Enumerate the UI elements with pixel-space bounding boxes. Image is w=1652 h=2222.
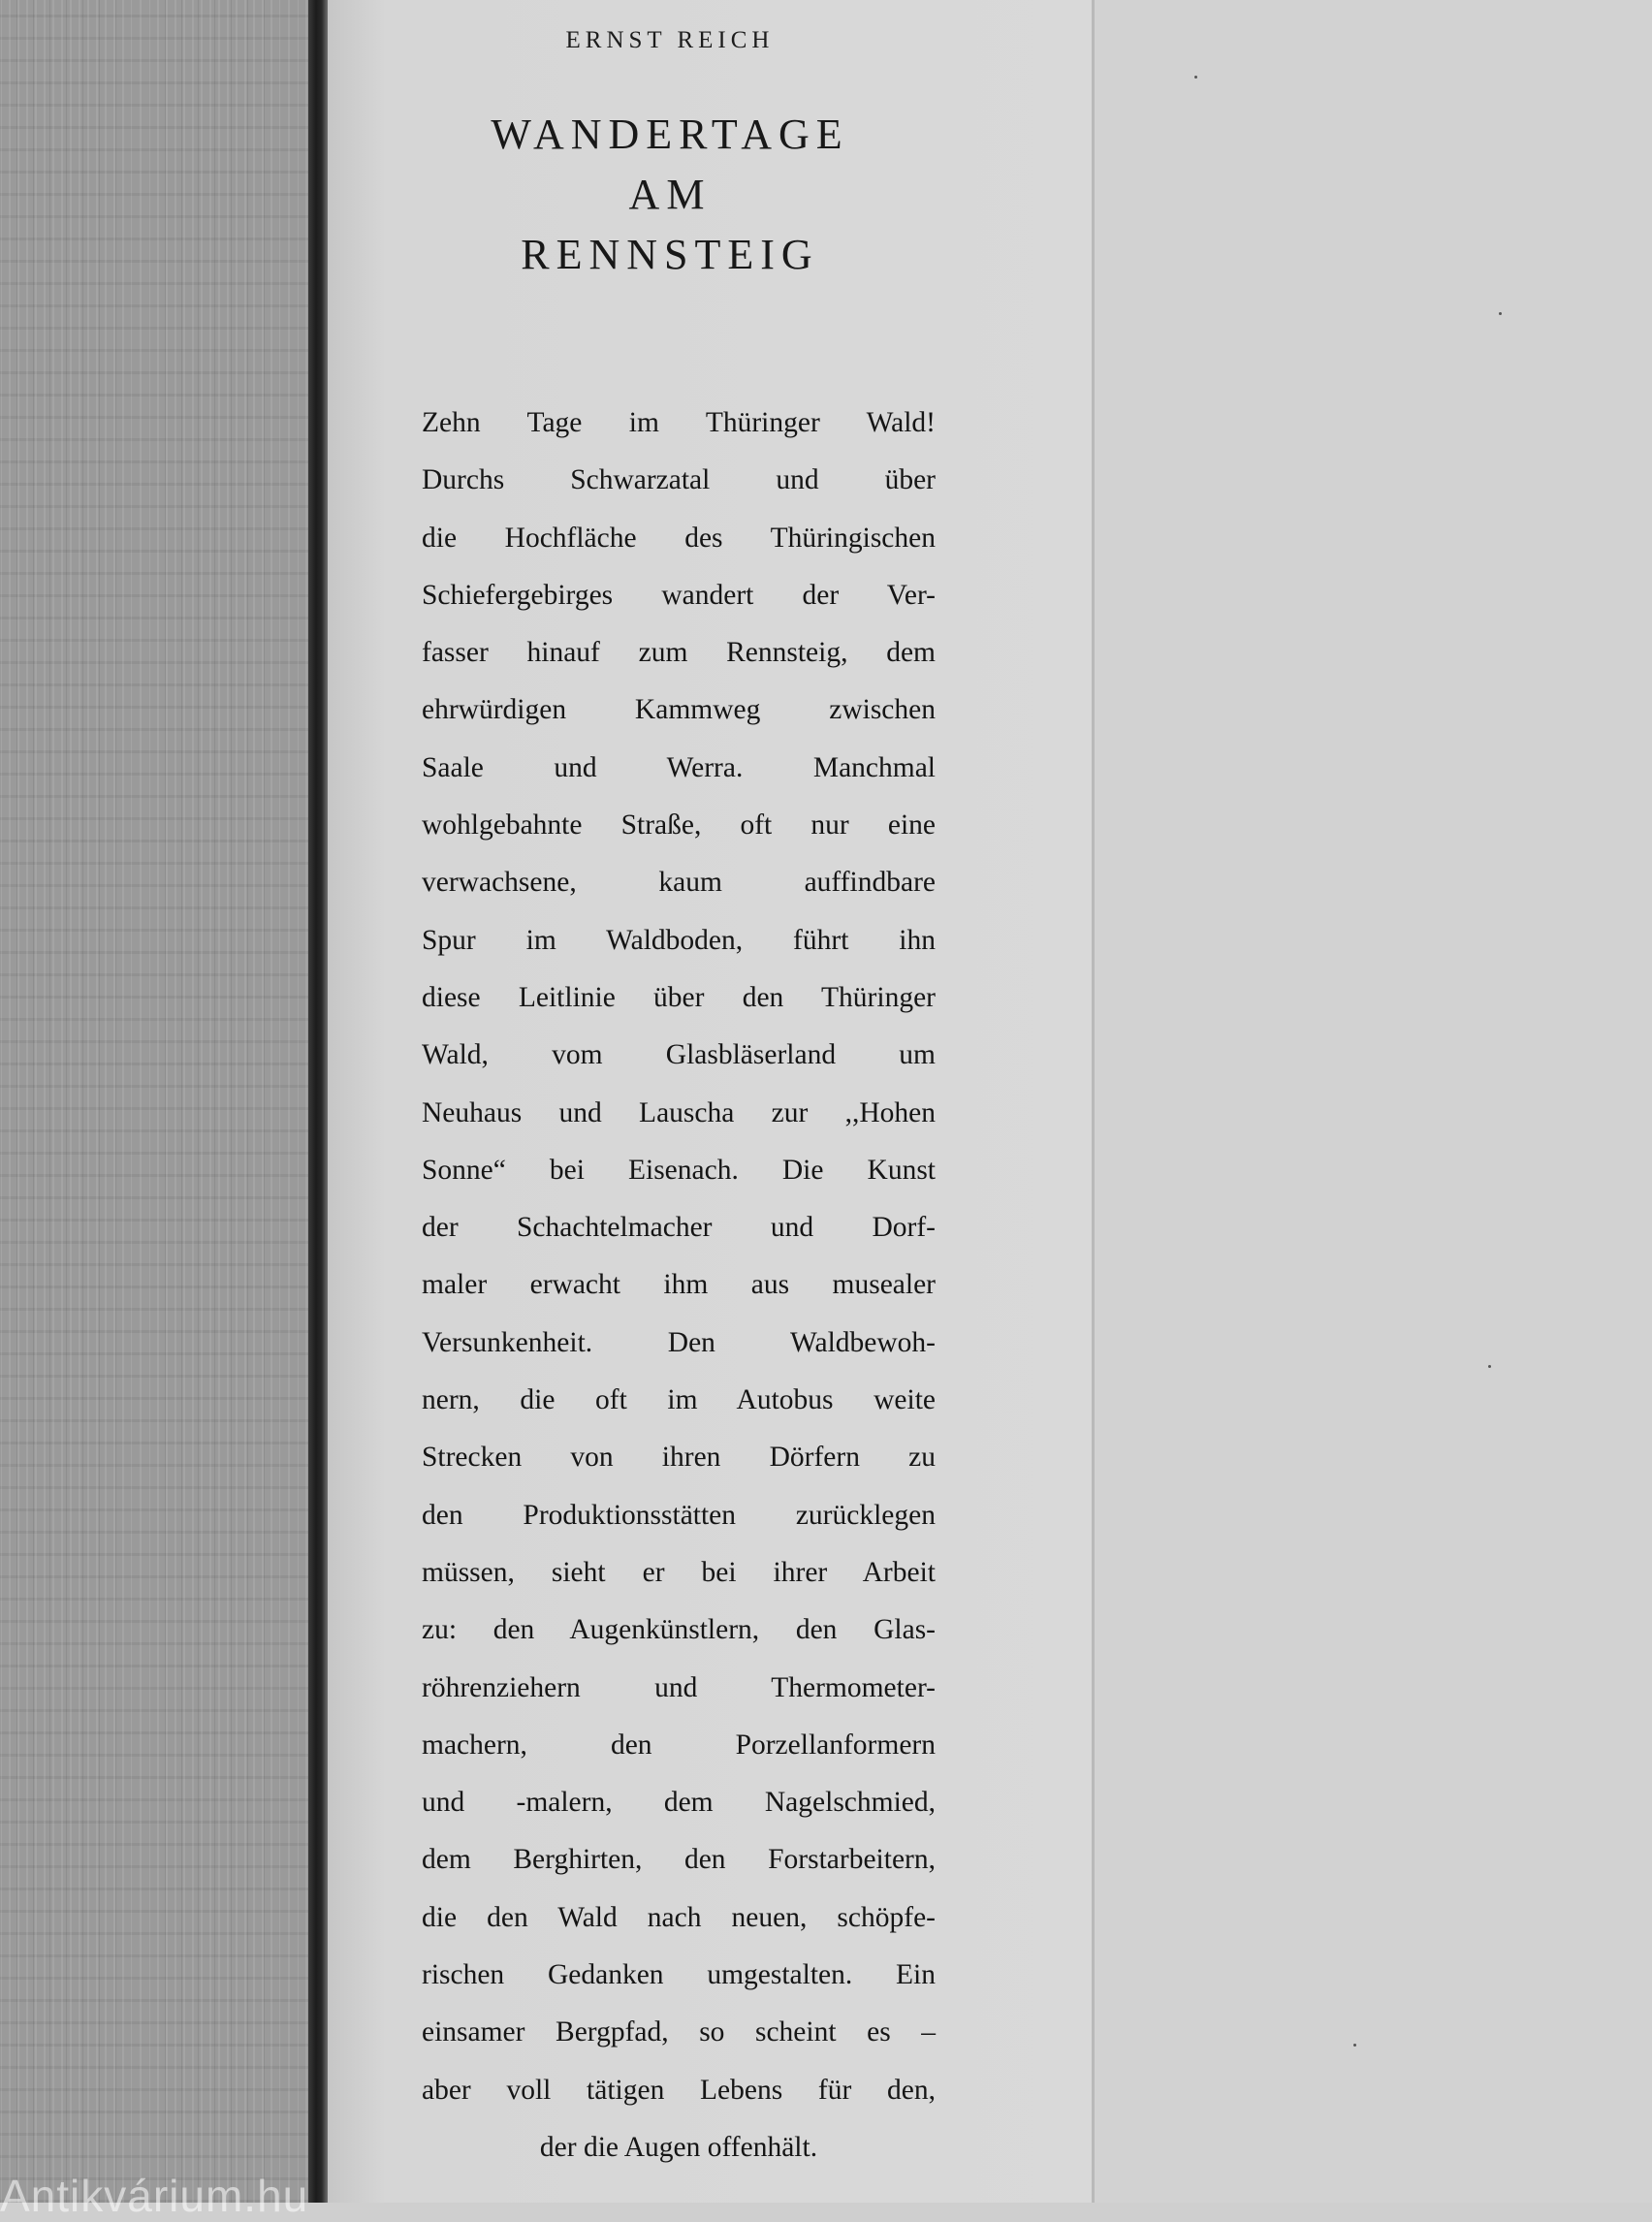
title-line: RENNSTEIG: [521, 231, 819, 278]
blank-page: [1095, 0, 1652, 2203]
blurb-line: Versunkenheit. Den Waldbewoh-: [422, 1326, 936, 1358]
spine-shadow: [308, 0, 328, 2203]
blurb-line: und -malern, dem Nagelschmied,: [422, 1787, 936, 1819]
blurb-line: Durchs Schwarzatal und über: [422, 464, 936, 496]
book-cover-texture: [0, 0, 308, 2203]
blurb-line: die den Wald nach neuen, schöpfe-: [422, 1901, 936, 1933]
blurb-line: aber voll tätigen Lebens für den,: [422, 2074, 936, 2106]
blurb-line: den Produktionsstätten zurücklegen: [422, 1499, 936, 1531]
author-name: ERNST REICH: [565, 27, 775, 53]
blurb-line: Wald, vom Glasbläserland um: [422, 1039, 936, 1071]
title-line: AM: [628, 171, 712, 218]
blurb-line: diese Leitlinie über den Thüringer: [422, 981, 936, 1013]
paper-speck: [1499, 312, 1502, 315]
blurb-line: Schiefergebirges wandert der Ver-: [422, 579, 936, 611]
blurb-line: machern, den Porzellanformern: [422, 1729, 936, 1761]
blurb-line: einsamer Bergpfad, so scheint es –: [422, 2016, 936, 2048]
blurb-line: maler erwacht ihm aus musealer: [422, 1269, 936, 1301]
blurb-line: ehrwürdigen Kammweg zwischen: [422, 694, 936, 726]
blurb-line: Spur im Waldboden, führt ihn: [422, 924, 936, 956]
title-line: WANDERTAGE: [491, 111, 849, 158]
blurb-line: Saale und Werra. Manchmal: [422, 751, 936, 783]
blurb-line: müssen, sieht er bei ihrer Arbeit: [422, 1556, 936, 1588]
paper-speck: [1488, 1365, 1491, 1368]
blurb-line: die Hochfläche des Thüringischen: [422, 522, 936, 554]
blurb-line: röhrenziehern und Thermometer-: [422, 1671, 936, 1703]
book-title: [328, 105, 1012, 285]
blurb-line: der Schachtelmacher und Dorf-: [422, 1212, 936, 1244]
blurb-line: wohlgebahnte Straße, oft nur eine: [422, 809, 936, 841]
blurb-line: fasser hinauf zum Rennsteig, dem: [422, 637, 936, 669]
blurb-line: der die Augen offenhält.: [539, 2131, 818, 2163]
blurb-line: Strecken von ihren Dörfern zu: [422, 1442, 936, 1474]
blurb-line: nern, die oft im Autobus weite: [422, 1384, 936, 1416]
watermark: Antikvárium.hu: [0, 2171, 309, 2221]
paper-speck: [1353, 2044, 1356, 2047]
blurb-line: verwachsene, kaum auffindbare: [422, 867, 936, 899]
blurb-line: rischen Gedanken umgestalten. Ein: [422, 1959, 936, 1991]
blurb-line: Neuhaus und Lauscha zur ,,Hohen: [422, 1096, 936, 1128]
blurb-line: zu: den Augenkünstlern, den Glas-: [422, 1614, 936, 1646]
blurb-line: dem Berghirten, den Forstarbeitern,: [422, 1844, 936, 1876]
paper-speck: [1194, 76, 1197, 79]
blurb-line: Zehn Tage im Thüringer Wald!: [422, 407, 936, 438]
blurb-text: [422, 395, 936, 2176]
blurb-line: Sonne“ bei Eisenach. Die Kunst: [422, 1154, 936, 1186]
